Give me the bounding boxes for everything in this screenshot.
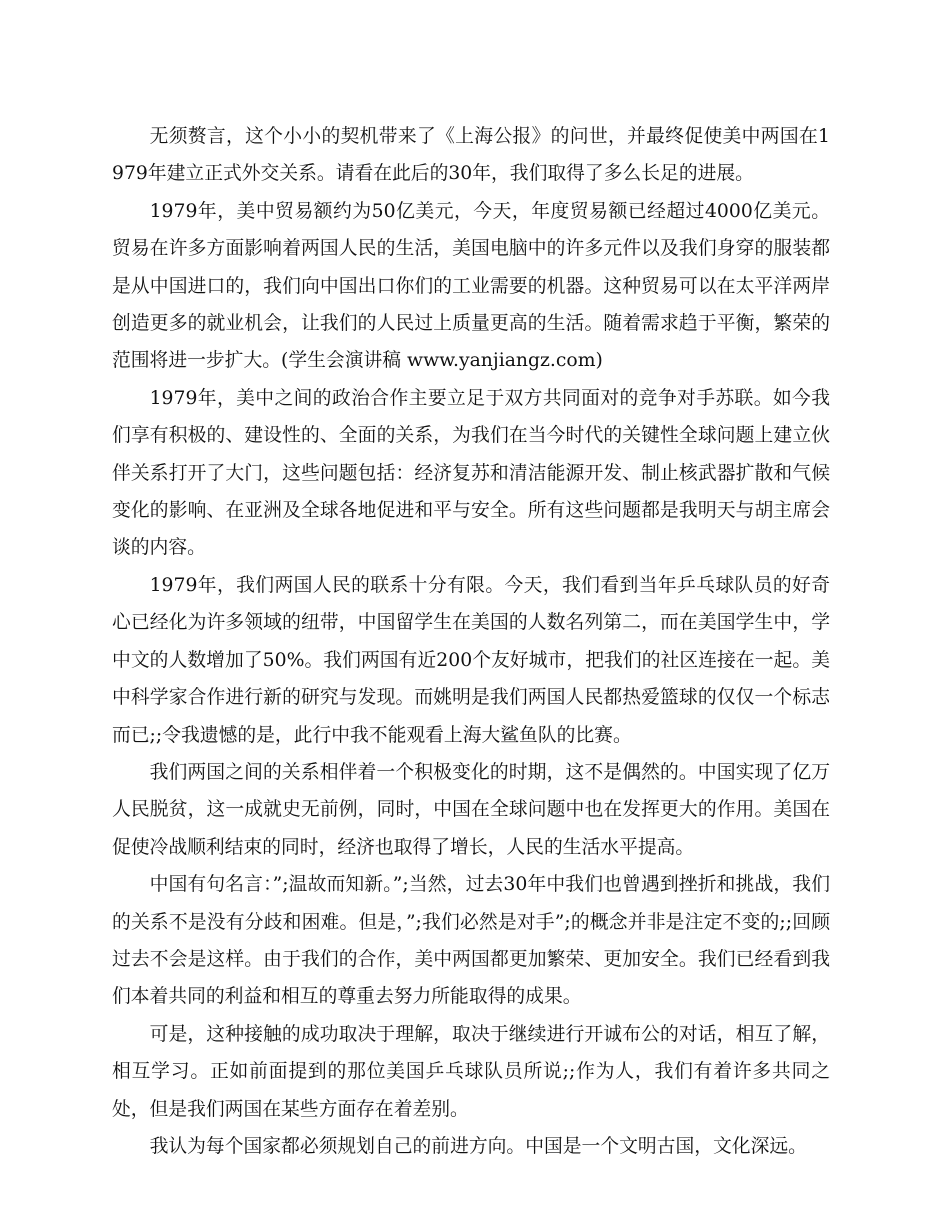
paragraph-2: 1979年，美中贸易额约为50亿美元，今天，年度贸易额已经超过4000亿美元。贸易在许多方面影响着两国人民的生活，美国电脑中的许多元件以及我们身穿的服装都是从中国进口的，我们向中国出口你们的工业需要的机器。这种贸易可以在太平洋两岸创造更多的就业机会，让我们的人民过上质量更高的生活。随着需求趋于平衡，繁荣的范围将进一步扩大。(学生会演讲稿 www.yanjiangz.com) bbox=[112, 200, 830, 372]
paragraph-6: 中国有句名言：”;温故而知新。”;当然，过去30年中我们也曾遇到挫折和挑战，我们的关系不是没有分歧和困难。但是，”;我们必然是对手”;的概念并非是注定不变的;;回顾过去不会是这样。由于我们的合作，美中两国都更加繁荣、更加安全。我们已经看到我们本着共同的利益和相互的尊重去努力所能取得的成果。 bbox=[112, 874, 830, 1008]
paragraph-1: 无须赘言，这个小小的契机带来了《上海公报》的问世，并最终促使美中两国在1979年建立正式外交关系。请看在此后的30年，我们取得了多么长足的进展。 bbox=[112, 126, 830, 185]
paragraph-7: 可是，这种接触的成功取决于理解，取决于继续进行开诚布公的对话，相互了解，相互学习。正如前面提到的那位美国乒乓球队员所说;;作为人，我们有着许多共同之处，但是我们两国在某些方面存在着差别。 bbox=[112, 1023, 830, 1120]
paragraph-3: 1979年，美中之间的政治合作主要立足于双方共同面对的竞争对手苏联。如今我们享有积极的、建设性的、全面的关系，为我们在当今时代的关键性全球问题上建立伙伴关系打开了大门，这些问题包括：经济复苏和清洁能源开发、制止核武器扩散和气候变化的影响、在亚洲及全球各地促进和平与安全。所有这些问题都是我明天与胡主席会谈的内容。 bbox=[112, 387, 830, 559]
paragraph-8: 我认为每个国家都必须规划自己的前进方向。中国是一个文明古国，文化深远。 bbox=[149, 1135, 807, 1157]
paragraph-4: 1979年，我们两国人民的联系十分有限。今天，我们看到当年乒乓球队员的好奇心已经化为许多领域的纽带，中国留学生在美国的人数名列第二，而在美国学生中，学中文的人数增加了50%。我们两国有近200个友好城市，把我们的社区连接在一起。美中科学家合作进行新的研究与发现。而姚明是我们两国人民都热爱篮球的仅仅一个标志而已;;令我遗憾的是，此行中我不能观看上海大鲨鱼队的比赛。 bbox=[112, 574, 830, 746]
paragraph-5: 我们两国之间的关系相伴着一个积极变化的时期，这不是偶然的。中国实现了亿万人民脱贫，这一成就史无前例，同时，中国在全球问题中也在发挥更大的作用。美国在促使冷战顺利结束的同时，经济也取得了增长，人民的生活水平提高。 bbox=[112, 761, 830, 858]
document-page bbox=[112, 118, 830, 1165]
